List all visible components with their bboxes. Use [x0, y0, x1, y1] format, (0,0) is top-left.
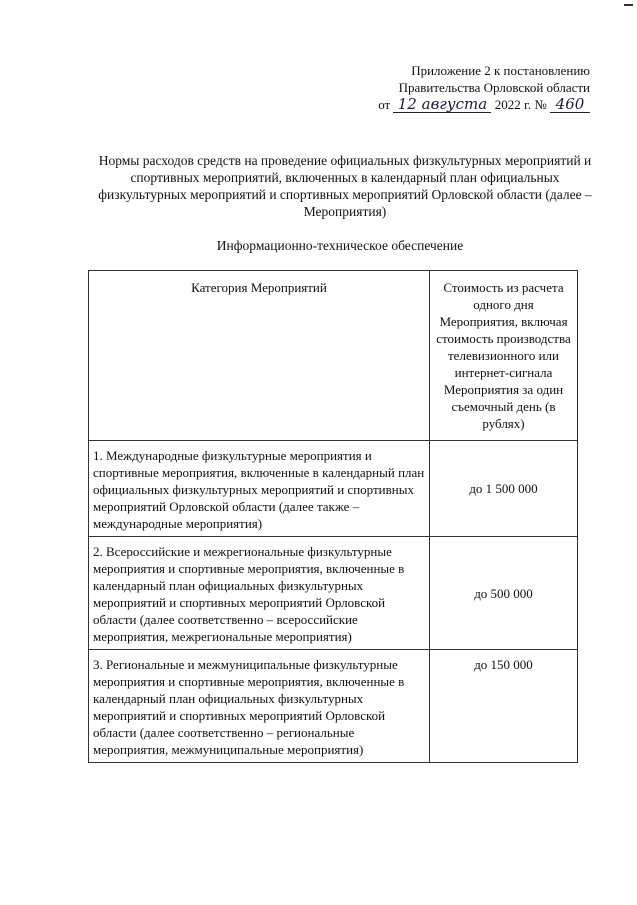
cost-cell: до 500 000	[430, 537, 578, 650]
appendix-block	[340, 62, 590, 113]
cost-column-header: Стоимость из расчета одного дня Мероприятия, включая стоимость производства телевизионного или интернет-сигнала Мероприятия за один съемочный день (в рублях)	[430, 271, 578, 441]
table-row	[89, 650, 578, 763]
norms-table	[88, 270, 578, 763]
category-column-header: Категория Мероприятий	[89, 271, 430, 441]
category-cell: 2. Всероссийские и межрегиональные физкультурные мероприятия и спортивные мероприятия, включенные в календарный план официальных физкультурных мероприятий и спортивных мероприятий Орловской области (далее соответственно – всероссийские мероприятия, межрегиональные мероприятия)	[89, 537, 430, 650]
cost-cell: до 150 000	[430, 650, 578, 763]
table-header-row	[89, 271, 578, 441]
document-title: Нормы расходов средств на проведение официальных физкультурных мероприятий и спортивных мероприятий, включенных в календарный план официальных физкультурных мероприятий и спортивных мероприятий Орловской области (далее – Мероприятия)	[98, 153, 592, 219]
cost-cell: до 1 500 000	[430, 441, 578, 537]
page-corner-mark	[624, 4, 633, 6]
category-cell: 3. Региональные и межмуниципальные физкультурные мероприятия и спортивные мероприятия, включенные в календарный план официальных физкультурных мероприятий и спортивных мероприятий Орловской области (далее соответственно – региональные мероприятия, межмуниципальные мероприятия)	[89, 650, 430, 763]
table-row	[89, 537, 578, 650]
category-cell: 1. Международные физкультурные мероприятия и спортивные мероприятия, включенные в календарный план официальных физкультурных мероприятий и спортивных мероприятий Орловской области (далее также – международные мероприятия)	[89, 441, 430, 537]
section-subtitle: Информационно-техническое обеспечение	[216, 238, 464, 253]
table-row	[89, 441, 578, 537]
handwritten-date: 12 августа	[393, 97, 491, 113]
year-text: 2022 г. №	[494, 97, 547, 112]
appendix-date-line	[340, 96, 590, 113]
appendix-line-1: Приложение 2 к постановлению	[411, 63, 590, 78]
date-prefix: от	[378, 97, 391, 112]
handwritten-number: 460	[550, 97, 590, 113]
appendix-line-2: Правительства Орловской области	[398, 80, 590, 95]
